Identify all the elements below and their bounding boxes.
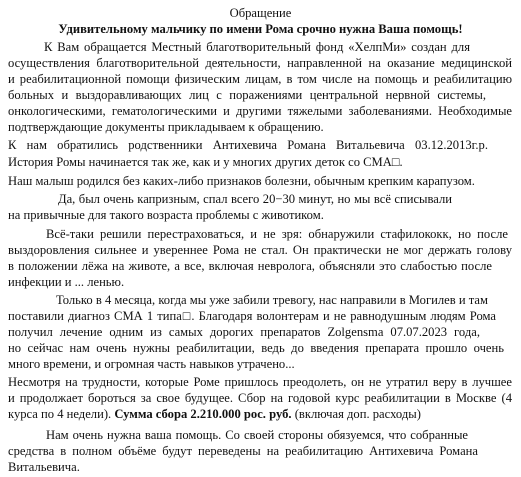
paragraph-line: осуществления благотворительной деятельности, направленной на оказание медицинской (8, 56, 512, 70)
paragraph-line: больных и выздоравливающих лиц с поражениями центральной нервной системы, (8, 88, 486, 102)
paragraph-line: в положении лёжа на животе, а все, включая невролога, объясняли это слабостью после (8, 259, 492, 273)
paragraph-line: Только в 4 месяца, когда мы уже забили тревогу, нас направили в Могилев и там (56, 293, 488, 307)
sum-line-after: (включая доп. расходы) (294, 407, 421, 421)
paragraph-line: инфекции и ... ленью. (8, 275, 125, 289)
paragraph-line: поставили диагноз СМА 1 типа□. Благодаря волонтерам и не равнодушным людям Рома (8, 309, 496, 323)
paragraph-line: Да, был очень капризным, спал всего 20−30 минут, но мы всё списывали (58, 192, 452, 206)
closing-line: Нам очень нужна ваша помощь. Со своей стороны обязуемся, что собранные (46, 428, 468, 442)
sum-line-before: курса по 4 недели). (8, 407, 112, 421)
paragraph-line: К нам обратились родственники Антихевича Романа Витальевича 03.12.2013г.р. (8, 138, 488, 152)
document-title: Обращение (229, 6, 292, 20)
paragraph-line: К Вам обращается Местный благотворительный фонд «ХелпМи» создан для (44, 40, 470, 54)
paragraph-line: но сейчас нам очень нужны реабилитации, ведь до введения препарата прошло очень (8, 341, 504, 355)
paragraph-line: на привычные для такого возраста проблемы с животиком. (8, 208, 324, 222)
paragraph-line: онкологическими, гематологическими и другими тяжелыми заболеваниями. Необходимые (8, 104, 512, 118)
paragraph-line: История Ромы начинается так же, как и у многих других деток со СМА□. (8, 155, 403, 169)
paragraph-line: выздоровления сильнее и увереннее Рома не стал. Он практически не мог держать голову (8, 243, 512, 257)
collection-amount: Сумма сбора 2.210.000 рос. руб. (114, 407, 292, 421)
paragraph-line: получил лечение одним из самых дорогих препаратов Zolgensma 07.07.2023 года, (8, 325, 480, 339)
paragraph-line: Несмотря на трудности, которые Роме пришлось преодолеть, он не утратил веру в лучшее (8, 375, 512, 389)
paragraph-line: Наш малыш родился без каких-либо признаков болезни, обычным крепким карапузом. (8, 174, 475, 188)
sum-line (8, 407, 421, 423)
paragraph-line: и реабилитационной помощи физическим лицам, в том числе на помощь и реабилитацию (8, 72, 512, 86)
closing-line: средства в полном объёме будут переведены на реабилитацию Антихевича Романа (8, 444, 478, 458)
closing-line: Витальевича. (8, 460, 80, 474)
paragraph-line: подтверждающие документы прикладываем к обращению. (8, 120, 324, 134)
paragraph-line: и продолжает бороться за свое будущее. Сбор на годовой курс реабилитации в Москве (4 (8, 391, 512, 405)
paragraph-line: Всё-таки решили перестраховаться, и не зря: обнаружили стафилококк, но после (46, 227, 508, 241)
document-heading: Удивительному мальчику по имени Рома срочно нужна Ваша помощь! (58, 22, 463, 36)
paragraph-line: много времени, и огромная часть навыков утрачено... (8, 357, 295, 371)
